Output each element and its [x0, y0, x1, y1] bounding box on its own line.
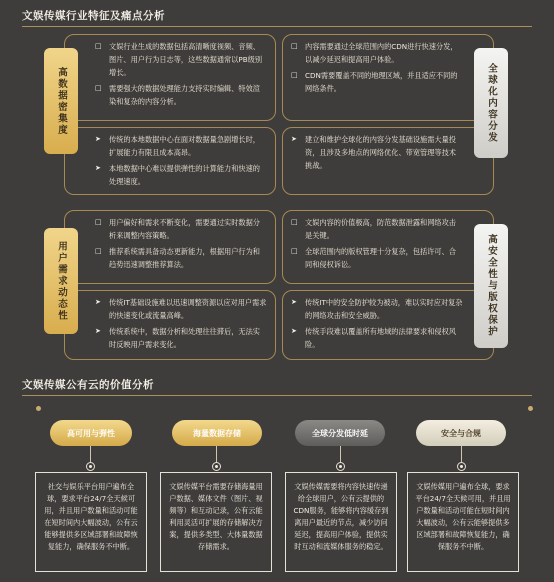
value-pill-2: 海量数据存储: [172, 420, 262, 446]
arrow-bullet-icon: ➤: [291, 135, 297, 143]
corner-dot: [36, 406, 41, 411]
block2-label: 全球化内容分发: [474, 48, 508, 158]
block1-top-box: [64, 34, 276, 121]
block2-top-box: [282, 34, 494, 121]
square-bullet-icon: □: [95, 247, 102, 255]
bullet-text: 建立和维护全球化的内容分发基础设施需大量投资，且涉及多地点的网络优化、带宽管理等技术挑战。: [305, 135, 456, 170]
square-bullet-icon: □: [291, 71, 298, 79]
square-bullet-icon: □: [95, 42, 102, 50]
value-pill-1: 高可用与弹性: [50, 420, 132, 446]
square-bullet-icon: □: [95, 84, 102, 92]
bullet-text: 文娱内容的价值极高，防范数据泄露和网络攻击是关键。: [305, 218, 456, 240]
bullet-text: 传统IT基础设施难以迅速调整资源以应对用户需求的快速变化或流量高峰。: [109, 298, 267, 320]
block4-top-box: [282, 210, 494, 284]
bullet-text: 传统的本地数据中心在面对数据量急剧增长时，扩展能力有限且成本高昂。: [109, 135, 260, 157]
value-card-3: 文娱传媒需要将内容快速传递给全球用户，公有云提供的CDN服务，能够将内容缓存到离用户最近的节点，减少访问延迟，提高用户体验，提供实时互动和流媒体服务的稳定。: [285, 472, 397, 572]
block4-bottom-box: [282, 290, 494, 360]
corner-dot: [528, 406, 533, 411]
bullet-text: 内容需要通过全球范围内的CDN进行快速分发，以减少延迟和提高用户体验。: [305, 42, 458, 64]
arrow-bullet-icon: ➤: [291, 327, 297, 335]
connector-dot-icon: [212, 462, 221, 471]
bullet-text: 本地数据中心难以提供弹性的计算能力和快速的处理速度。: [109, 164, 260, 186]
arrow-bullet-icon: ➤: [95, 327, 101, 335]
square-bullet-icon: □: [291, 218, 298, 226]
bullet-text: 传统IT中的安全防护较为被动，难以实时应对复杂的网络攻击和安全威胁。: [305, 298, 463, 320]
arrow-bullet-icon: ➤: [95, 298, 101, 306]
bullet-text: 推荐系统需具备动态更新能力，根据用户行为和趋势迅速调整推荐算法。: [109, 247, 260, 269]
value-card-2: 文娱传媒平台需要存储海量用户数据、媒体文件（图片、视频等）和互动记录，公有云能利用灵活可扩展的存储解决方案，提供多类型、大体量数据存储需求。: [160, 472, 272, 572]
bullet-text: 需要强大的数据处理能力支持实时编辑、特效渲染和复杂的内容分析。: [109, 84, 260, 106]
section1-title: 文娱传媒行业特征及痛点分析: [22, 10, 165, 22]
section1-divider: [22, 26, 532, 27]
connector-dot-icon: [86, 462, 95, 471]
block1-label: 高数据密集度: [44, 48, 78, 154]
bullet-text: 传统系统中，数据分析和处理往往滞后，无法实时反映用户需求变化。: [109, 327, 260, 349]
value-pill-3: 全球分发低时延: [295, 420, 385, 446]
square-bullet-icon: □: [291, 42, 298, 50]
arrow-bullet-icon: ➤: [291, 298, 297, 306]
bullet-text: 传统手段难以覆盖所有地域的法律要求和侵权风险。: [305, 327, 456, 349]
connector-dot-icon: [336, 462, 345, 471]
block3-bottom-box: [64, 290, 276, 360]
bullet-text: 全球范围内的版权管理十分复杂，包括许可、合同和侵权诉讼。: [305, 247, 456, 269]
bullet-text: 用户偏好和需求不断变化，需要通过实时数据分析来调整内容策略。: [109, 218, 260, 240]
block4-label: 高安全性与版权保护: [474, 224, 508, 348]
block3-label: 用户需求动态性: [44, 228, 78, 334]
section2-divider: [22, 395, 532, 396]
value-card-1: 社交与娱乐平台用户遍布全球，要求平台24/7全天候可用，并且用户数量和活动可能在短时间内大幅波动，公有云能够提供多区域部署和故障恢复能力，确保服务不中断。: [35, 472, 147, 572]
bullet-text: CDN需要覆盖不同的地理区域，并且适应不同的网络条件。: [305, 71, 458, 93]
arrow-bullet-icon: ➤: [95, 135, 101, 143]
bullet-text: 文娱行业生成的数据包括高清晰度视频、音频、图片、用户行为日志等，这些数据通常以PB级别增长。: [109, 42, 263, 77]
arrow-bullet-icon: ➤: [95, 164, 101, 172]
block3-top-box: [64, 210, 276, 284]
section2-title: 文娱传媒公有云的价值分析: [22, 379, 154, 391]
value-pill-4: 安全与合规: [416, 420, 506, 446]
square-bullet-icon: □: [95, 218, 102, 226]
block1-bottom-box: [64, 127, 276, 195]
square-bullet-icon: □: [291, 247, 298, 255]
block2-bottom-box: [282, 127, 494, 195]
connector-dot-icon: [457, 462, 466, 471]
value-card-4: 文娱传媒用户遍布全球，要求平台24/7全天候可用，并且用户数量和活动可能在短时间内大幅波动，公有云能够提供多区域部署和故障恢复能力，确保服务不中断。: [407, 472, 519, 572]
